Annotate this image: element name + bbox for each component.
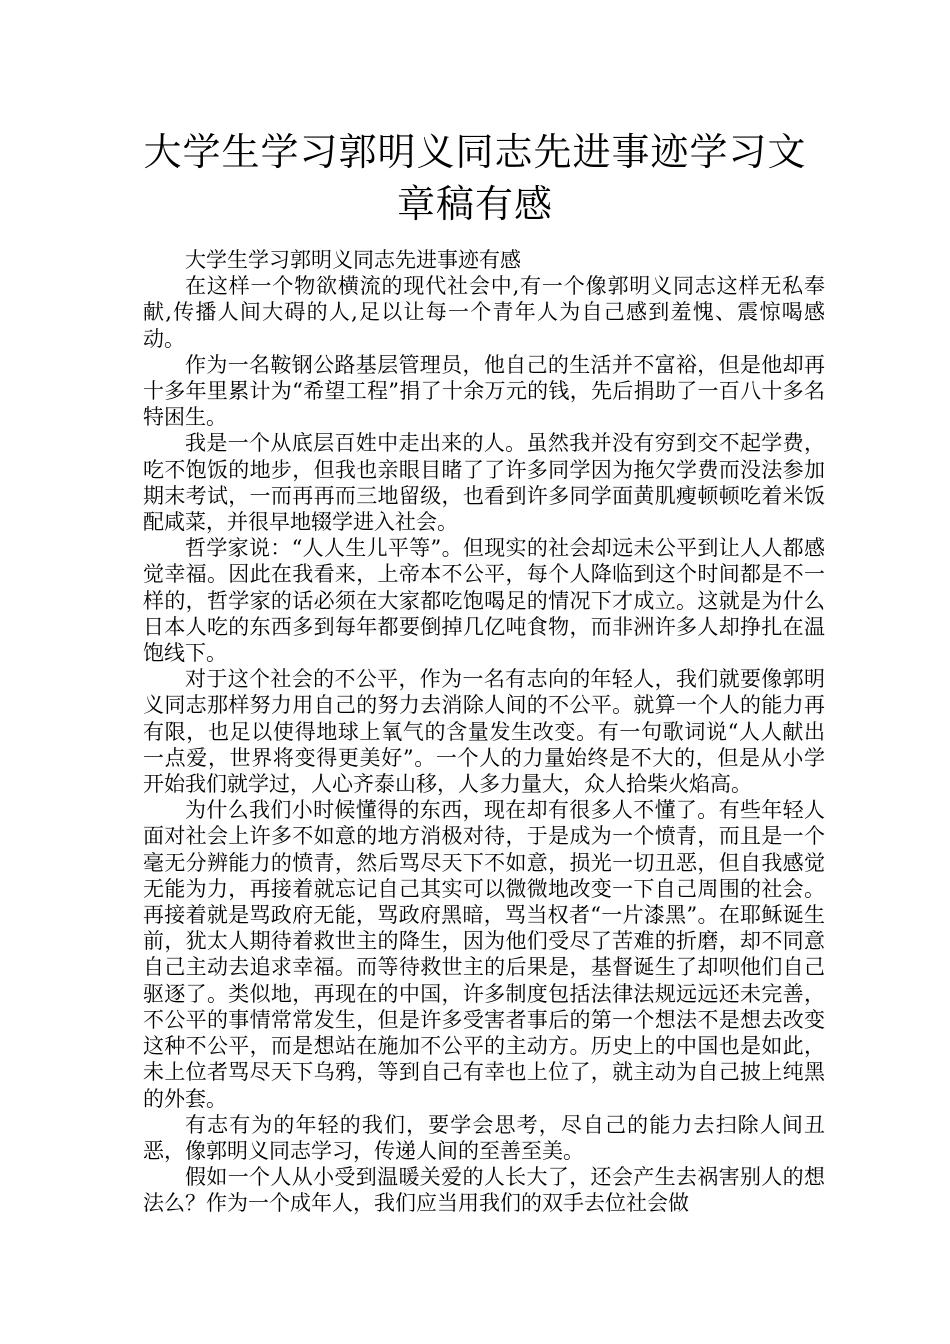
paragraph: 对于这个社会的不公平，作为一名有志向的年轻人，我们就要像郭明义同志那样努力用自己的努力去消除人间的不公平。就算一个人的能力再有限，也足以使得地球上氧气的含量发生改变。有一句歌词说“人人献出一点爱，世界将变得更美好”。一个人的力量始终是不大的，但是从小学开始我们就学过，人心齐泰山移，人多力量大，众人拾柴火焰高。 — [143, 667, 825, 797]
document-title: 大学生学习郭明义同志先进事迹学习文章稿有感 — [143, 130, 807, 226]
paragraph-subtitle: 大学生学习郭明义同志先进事迹有感 — [185, 248, 521, 272]
paragraph: 作为一名鞍钢公路基层管理员，他自己的生活并不富裕，但是他却再十多年里累计为“希望工程”捐了十余万元的钱，先后捐助了一百八十多名特困生。 — [143, 352, 825, 430]
paragraph: 有志有为的年轻的我们，要学会思考，尽自己的能力去扫除人间丑恶，像郭明义同志学习，传递人间的至善至美。 — [143, 1112, 825, 1163]
paragraph: 为什么我们小时候懂得的东西，现在却有很多人不懂了。有些年轻人面对社会上许多不如意的地方消极对待，于是成为一个愤青，而且是一个毫无分辨能力的愤青，然后骂尽天下不如意，损光一切丑恶，但自我感觉无能为力，再接着就忘记自己其实可以微微地改变一下自己周围的社会。再接着就是骂政府无能，骂政府黑暗，骂当权者“一片漆黑”。在耶稣诞生前，犹太人期待着救世主的降生，因为他们受尽了苦难的折磨，却不同意自己主动去追求幸福。而等待救世主的后果是，基督诞生了却呗他们自己驱逐了。类似地，再现在的中国，许多制度包括法律法规远远还未完善，不公平的事情常常发生，但是许多受害者事后的第一个想法不是想去改变这种不公平，而是想站在施加不公平的主动方。历史上的中国也是如此，未上位者骂尽天下乌鸦，等到自己有幸也上位了，就主动为自己披上纯黑的外套。 — [143, 798, 825, 1111]
paragraph: 假如一个人从小受到温暖关爱的人长大了，还会产生去祸害别人的想法么？作为一个成年人，我们应当用我们的双手去位社会做 — [143, 1165, 825, 1216]
paragraph: 我是一个从底层百姓中走出来的人。虽然我并没有穷到交不起学费，吃不饱饭的地步，但我也亲眼目睹了了许多同学因为拖欠学费而没法参加期末考试，一而再再而三地留级，也看到许多同学面黄肌瘦顿顿吃着米饭配咸菜，并很早地辍学进入社会。 — [143, 431, 825, 535]
document-body — [143, 247, 825, 1217]
paragraph: 在这样一个物欲横流的现代社会中,有一个像郭明义同志这样无私奉献,传播人间大碍的人,足以让每一个青年人为自己感到羞愧、震惊喝感动。 — [143, 274, 825, 351]
paragraph: 哲学家说：“人人生儿平等”。但现实的社会却远未公平到让人人都感觉幸福。因此在我看来，上帝本不公平，每个人降临到这个时间都是不一样的，哲学家的话必须在大家都吃饱喝足的情况下才成立。这就是为什么日本人吃的东西多到每年都要倒掉几亿吨食物，而非洲许多人却挣扎在温饱线下。 — [143, 536, 825, 666]
